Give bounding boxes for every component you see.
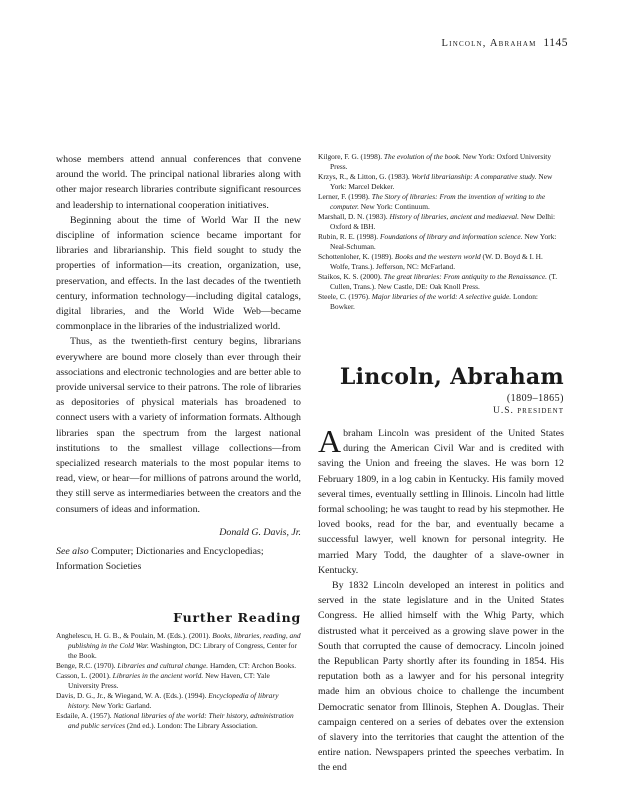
reference-item: Steele, C. (1976). Major libraries of the world: A selective guide. London: Bowker.	[318, 292, 538, 311]
entry-role: U.S. president	[493, 406, 564, 416]
body-paragraph: Beginning about the time of World War II the new discipline of information science became important for libraries and librarianship. This field sought to study the properties of information—its creation, organization, use, preservation, and effects. In the last decades of the twentieth century, information technology—including digital catalogs, digital libraries, and the World Wide Web—became commonplace in the libraries of the industrialized world.	[56, 214, 301, 333]
reference-list-left	[56, 631, 301, 731]
body-paragraph: whose members attend annual conferences that convene around the world. The principal national libraries along with other major research libraries contribute significant resources and leadership to international cooperation initiatives.	[56, 154, 301, 211]
see-also	[56, 544, 301, 574]
running-title: Lincoln, Abraham	[441, 38, 537, 49]
entry-paragraph: Abraham Lincoln was president of the United States during the American Civil War and is credited with saving the Union and freeing the slaves. He was born 12 February 1809, in a log cabin in Kentucky. His family moved several times, eventually settling in Illinois. Lincoln had little formal schooling; he was taught to read by his stepmother. He loved books, read for the bar, and eventually became a successful lawyer, well known for personal integrity. He married Mary Todd, the daughter of a slave-owner in Kentucky.	[318, 423, 564, 576]
reference-item: Esdaile, A. (1957). National libraries of the world: Their history, administration and public services (2nd ed.). London: The Library Association.	[56, 710, 294, 730]
see-also-text: Computer; Dictionaries and Encyclopedias; Information Societies	[56, 546, 264, 573]
drop-cap: A	[318, 423, 342, 459]
page-number: 1145	[543, 37, 568, 49]
further-reading-heading: Further Reading	[173, 610, 301, 626]
reference-item: Casson, L. (2001). Libraries in the ancient world. New Haven, CT: Yale University Press.	[56, 670, 270, 690]
body-paragraph: Thus, as the twentieth-first century begins, librarians everywhere are bound more closely than ever through their associations and electronic technologies and are better able to provide universal service to their patrons. The role of libraries as depositories of physical materials has broadened to connect users with a variety of information formats. Although libraries span the spectrum from the largest national institutions to the smallest village collections—from specialized research materials to the most popular items to read, view, or hear—for millions of patrons around the world, they still serve as intermediaries between the creators and the consumers of ideas and information.	[56, 336, 301, 515]
left-column	[56, 152, 301, 731]
reference-item: Anghelescu, H. G. B., & Poulain, M. (Eds.). (2001). Books, libraries, reading, and publishing in the Cold War. Washington, DC: Library of Congress, Center for the Book.	[56, 630, 301, 660]
see-also-label: See also	[56, 546, 89, 558]
reference-item: Kilgore, F. G. (1998). The evolution of the book. New York: Oxford University Press.	[318, 152, 552, 171]
entry-dates: (1809–1865)	[506, 393, 564, 404]
running-head	[442, 37, 568, 49]
reference-item: Davis, D. G., Jr., & Wiegand, W. A. (Eds.). (1994). Encyclopedia of library history. New York: Garland.	[56, 690, 279, 710]
entry-paragraph: By 1832 Lincoln developed an interest in politics and served in the state legislature and in the United States Congress. He allied himself with the Whig Party, which distrusted what it perceived as a growing slave power in the South that corrupted the cause of democracy. Lincoln joined the Republican Party shortly after its founding in 1854. His reputation both as a lawyer and for his personal integrity made him an obvious choice to challenge the incumbent Democratic senator from Illinois, Stephen A. Douglas. Their campaign centered on a series of debates over the extension of slavery into the territories that caught the attention of the entire nation. Newspapers printed the speeches verbatim. In the end	[318, 580, 564, 774]
reference-item: Benge, R.C. (1970). Libraries and cultural change. Hamden, CT: Archon Books.	[56, 660, 297, 670]
reference-item: Krzys, R., & Litton, G. (1983). World librarianship: A comparative study. New York: Marcel Dekker.	[318, 172, 553, 191]
reference-item: Schottenloher, K. (1989). Books and the western world (W. D. Boyd & I. H. Wolfe, Trans.). Jefferson, NC: McFarland.	[318, 252, 543, 271]
reference-list-right	[318, 152, 564, 312]
author-signature: Donald G. Davis, Jr.	[219, 526, 301, 538]
right-column	[318, 152, 564, 776]
reference-item: Rubin, R. E. (1998). Foundations of library and information science. New York: Neal-Schuman.	[318, 232, 557, 251]
reference-item: Staikos, K. S. (2000). The great libraries: From antiquity to the Renaissance. (T. Cullen, Trans.). New Castle, DE: Oak Knoll Press.	[318, 272, 558, 291]
reference-item: Marshall, D. N. (1983). History of libraries, ancient and mediaeval. New Delhi: Oxford & IBH.	[318, 212, 556, 231]
entry-title: Lincoln, Abraham	[339, 364, 564, 390]
reference-item: Lerner, F. (1998). The Story of libraries: From the invention of writing to the computer. New York: Continuum.	[318, 192, 546, 211]
